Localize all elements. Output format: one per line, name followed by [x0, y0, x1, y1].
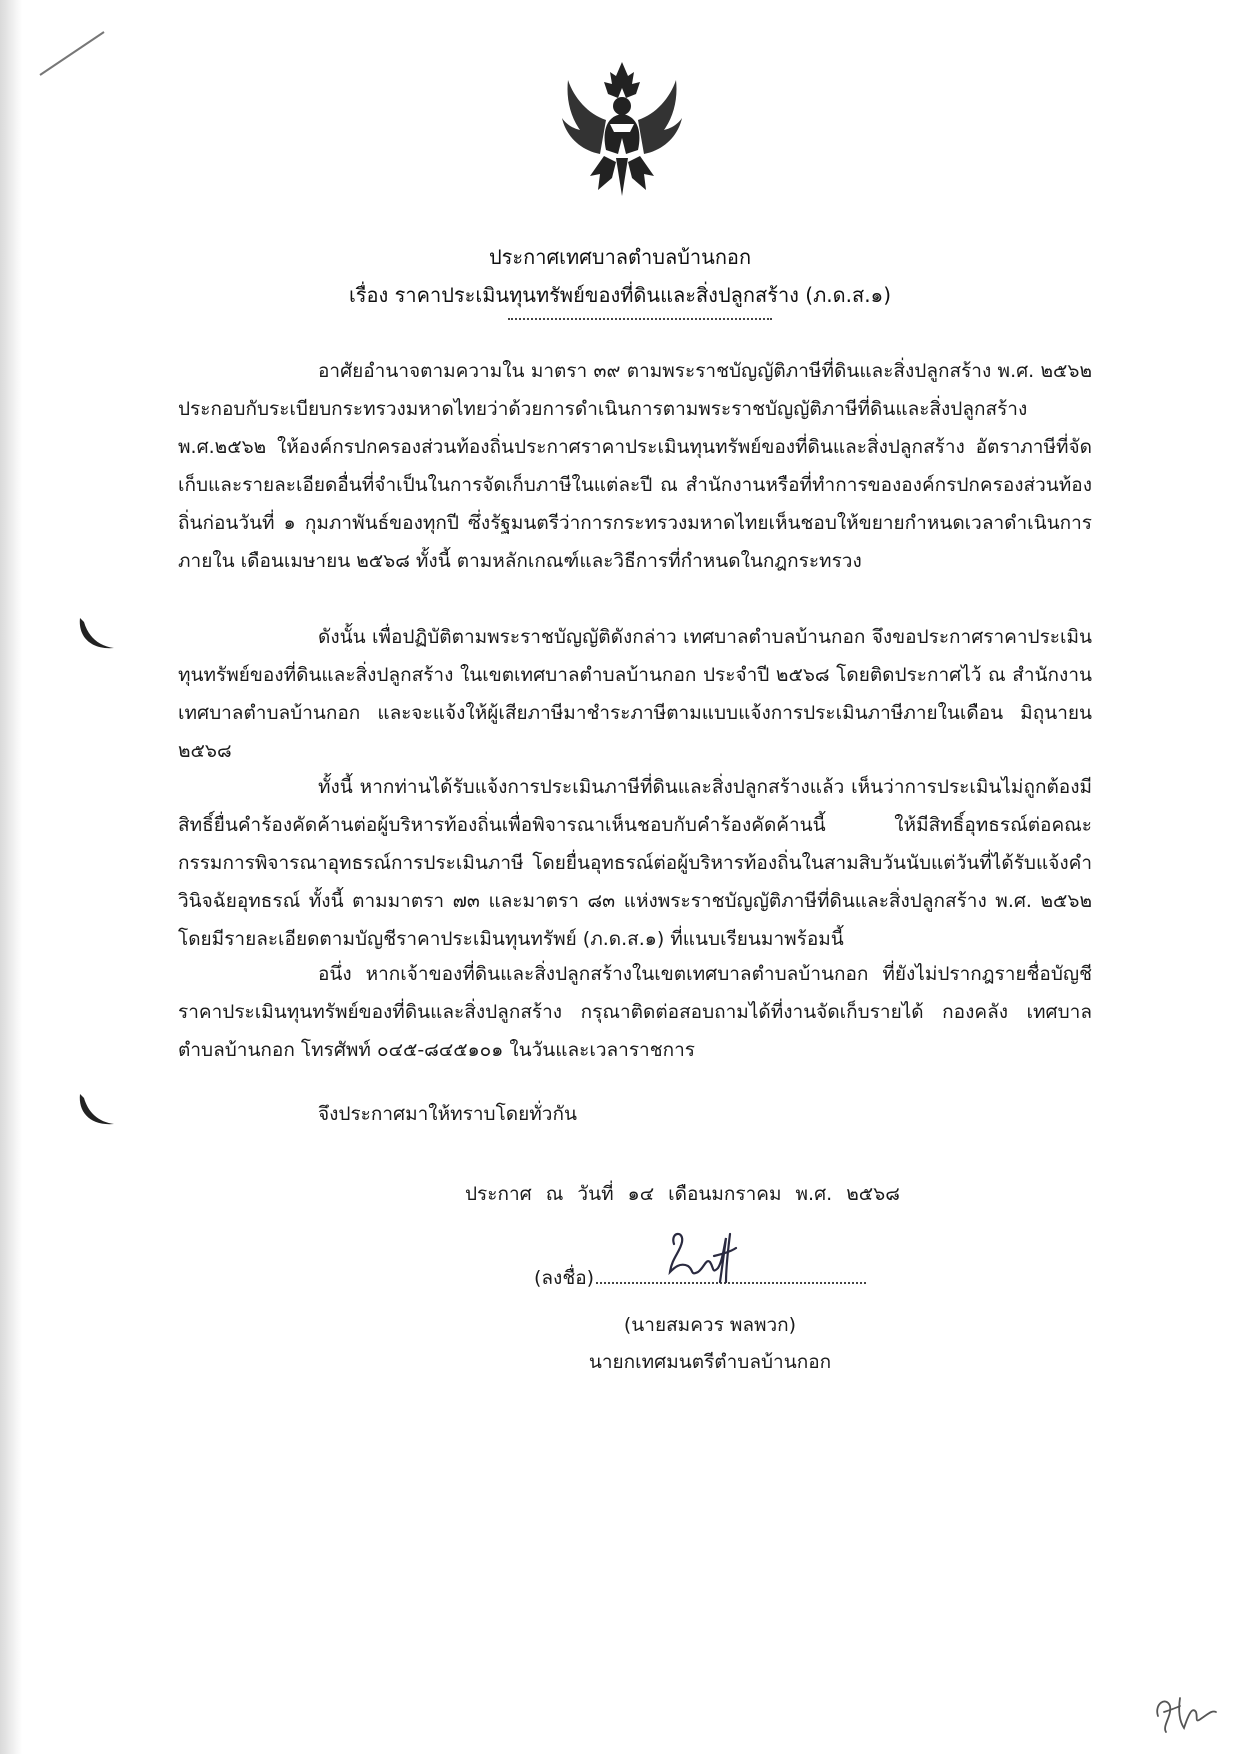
signer-position: นายกเทศมนตรีตำบลบ้านกอก: [588, 1351, 832, 1373]
punch-hole-mark-icon: [74, 1088, 118, 1132]
announcement-header: [200, 238, 1040, 314]
sign-label: (ลงชื่อ): [534, 1267, 595, 1289]
announcement-date: ประกาศ ณ วันที่ ๑๔ เดือนมกราคม พ.ศ. ๒๕๖๘: [465, 1183, 900, 1205]
signer-name: (นายสมควร พลพวก): [623, 1314, 797, 1336]
body-paragraph: ทั้งนี้ หากท่านได้รับแจ้งการประเมินภาษีที่ดินและสิ่งปลูกสร้างแล้ว เห็นว่าการประเมินไม่ถูกต้องมีสิทธิ์ยื่นคำร้องคัดค้านต่อผู้บริหารท้องถิ่นเพื่อพิจารณาเห็นชอบกับคำร้องคัดค้านนี้ ให้มีสิทธิ์อุทธรณ์ต่อคณะกรรมการพิจารณาอุทธรณ์การประเมินภาษี โดยยื่นอุทธรณ์ต่อผู้บริหารท้องถิ่นในสามสิบวันนับแต่วันที่ได้รับแจ้งคำวินิจฉัยอุทธรณ์ ทั้งนี้ ตามมาตรา ๗๓ และมาตรา ๘๓ แห่งพระราชบัญญัติภาษีที่ดินและสิ่งปลูกสร้าง พ.ศ. ๒๕๖๒ โดยมีรายละเอียดตามบัญชีราคาประเมินทุนทรัพย์ (ภ.ด.ส.๑) ที่แนบเรียนมาพร้อมนี้: [178, 776, 1092, 950]
handwritten-initials: [1150, 1686, 1220, 1736]
body-paragraph: อาศัยอำนาจตามความใน มาตรา ๓๙ ตามพระราชบัญญัติภาษีที่ดินและสิ่งปลูกสร้าง พ.ศ. ๒๕๖๒ ประกอบกับระเบียบกระทรวงมหาดไทยว่าด้วยการดำเนินการตามพระราชบัญญัติภาษีที่ดินและสิ่งปลูกสร้าง พ.ศ.๒๕๖๒ ให้องค์กรปกครองส่วนท้องถิ่นประกาศราคาประเมินทุนทรัพย์ของที่ดินและสิ่งปลูกสร้าง อัตราภาษีที่จัดเก็บและรายละเอียดอื่นที่จำเป็นในการจัดเก็บภาษีในแต่ละปี ณ สำนักงานหรือที่ทำการขององค์กรปกครองส่วนท้องถิ่นก่อนวันที่ ๑ กุมภาพันธ์ของทุกปี ซึ่งรัฐมนตรีว่าการกระทรวงมหาดไทยเห็นชอบให้ขยายกำหนดเวลาดำเนินการภายใน เดือนเมษายน ๒๕๖๘ ทั้งนี้ ตามหลักเกณฑ์และวิธีการที่กำหนดในกฎกระทรวง: [178, 360, 1092, 572]
header-divider: [508, 318, 772, 320]
handwritten-signature: [664, 1228, 744, 1288]
scan-mark-line: [38, 30, 108, 80]
garuda-emblem-icon: [560, 58, 684, 198]
scan-edge-shadow: [0, 0, 22, 1754]
body-paragraph: อนึ่ง หากเจ้าของที่ดินและสิ่งปลูกสร้างในเขตเทศบาลตำบลบ้านกอก ที่ยังไม่ปรากฎรายชื่อบัญชีราคาประเมินทุนทรัพย์ของที่ดินและสิ่งปลูกสร้าง กรุณาติดต่อสอบถามได้ที่งานจัดเก็บรายได้ กองคลัง เทศบาลตำบลบ้านกอก โทรศัพท์ ๐๔๕-๘๔๕๑๐๑ ในวันและเวลาราชการ: [178, 963, 1092, 1061]
body-paragraph: ดังนั้น เพื่อปฏิบัติตามพระราชบัญญัติดังกล่าว เทศบาลตำบลบ้านกอก จึงขอประกาศราคาประเมินทุนทรัพย์ของที่ดินและสิ่งปลูกสร้าง ในเขตเทศบาลตำบลบ้านกอก ประจำปี ๒๕๖๘ โดยติดประกาศไว้ ณ สำนักงานเทศบาลตำบลบ้านกอก และจะแจ้งให้ผู้เสียภาษีมาชำระภาษีตามแบบแจ้งการประเมินภาษีภายในเดือน มิถุนายน ๒๕๖๘: [178, 626, 1092, 762]
punch-hole-mark-icon: [74, 612, 118, 656]
announcement-subject: เรื่อง ราคาประเมินทุนทรัพย์ของที่ดินและสิ่งปลูกสร้าง (ภ.ด.ส.๑): [348, 283, 892, 307]
announcement-title: ประกาศเทศบาลตำบลบ้านกอก: [488, 245, 752, 269]
closing-statement: จึงประกาศมาให้ทราบโดยทั่วกัน: [318, 1103, 577, 1125]
